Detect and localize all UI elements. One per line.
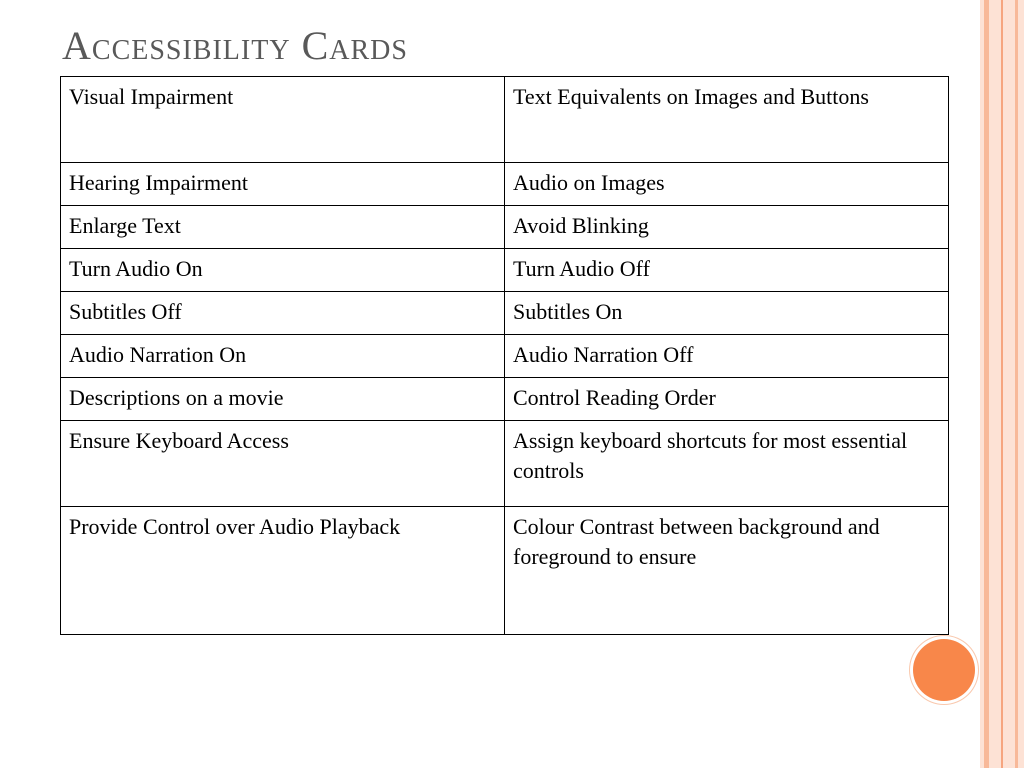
table-cell: Visual Impairment: [61, 77, 505, 163]
table-cell: Assign keyboard shortcuts for most essential controls: [505, 421, 949, 507]
table-cell: Hearing Impairment: [61, 163, 505, 206]
stripe: [1003, 0, 1015, 768]
table-row: [61, 292, 949, 335]
decorative-orange-circle: [913, 639, 975, 701]
table-row: [61, 335, 949, 378]
table-cell: Turn Audio Off: [505, 249, 949, 292]
table-cell: Provide Control over Audio Playback: [61, 507, 505, 635]
table-cell: Turn Audio On: [61, 249, 505, 292]
table-row: [61, 77, 949, 163]
table-row: [61, 421, 949, 507]
decorative-side-stripes: [980, 0, 1024, 768]
table-row: [61, 378, 949, 421]
table-row: [61, 249, 949, 292]
table-cell: Audio on Images: [505, 163, 949, 206]
slide-title: Accessibility Cards: [62, 23, 408, 68]
table-row: [61, 206, 949, 249]
table-cell: Text Equivalents on Images and Buttons: [505, 77, 949, 163]
table-cell: Colour Contrast between background and foreground to ensure: [505, 507, 949, 635]
table-cell: Subtitles Off: [61, 292, 505, 335]
accessibility-cards-table: [60, 76, 949, 635]
table-cell: Descriptions on a movie: [61, 378, 505, 421]
stripe: [989, 0, 1001, 768]
table-cell: Enlarge Text: [61, 206, 505, 249]
table-cell: Audio Narration On: [61, 335, 505, 378]
stripe: [1018, 0, 1024, 768]
table-cell: Ensure Keyboard Access: [61, 421, 505, 507]
table-row: [61, 507, 949, 635]
table-cell: Control Reading Order: [505, 378, 949, 421]
table-row: [61, 163, 949, 206]
table-cell: Subtitles On: [505, 292, 949, 335]
table-cell: Audio Narration Off: [505, 335, 949, 378]
table-cell: Avoid Blinking: [505, 206, 949, 249]
